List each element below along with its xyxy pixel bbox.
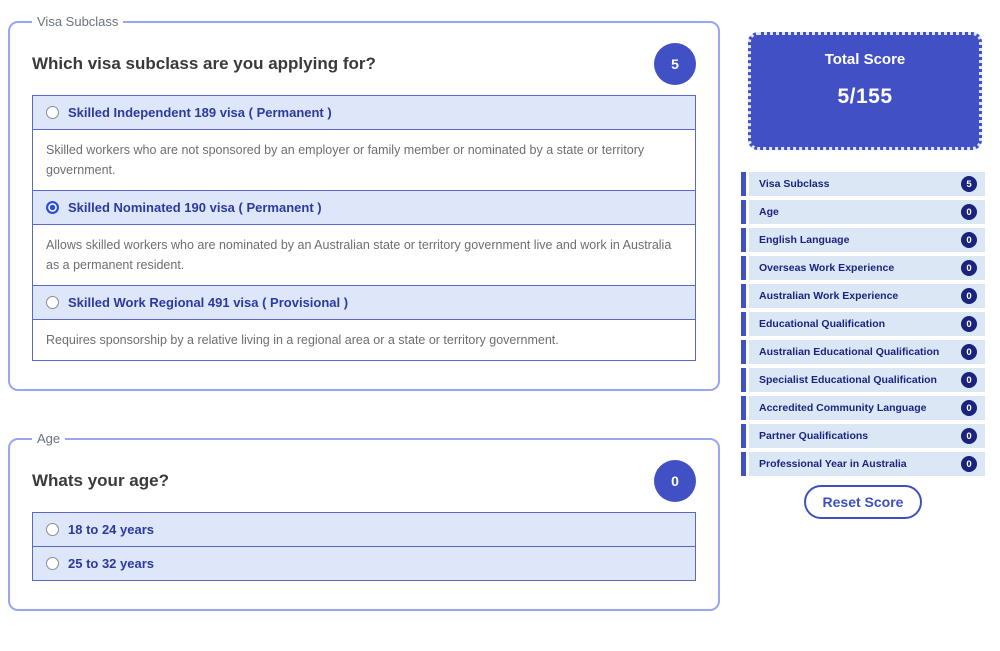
accent-bar: [741, 368, 746, 392]
category-row-body: [749, 200, 985, 224]
category-score-row: [741, 452, 985, 476]
radio-button-icon[interactable]: [46, 523, 59, 536]
category-label: Visa Subclass: [759, 178, 830, 190]
category-score-badge: 5: [961, 176, 977, 192]
question-heading: Which visa subclass are you applying for?: [32, 54, 376, 73]
category-score-row: [741, 424, 985, 448]
category-label: Australian Educational Qualification: [759, 346, 940, 358]
accent-bar: [741, 340, 746, 364]
category-row-body: [749, 172, 985, 196]
category-label: Educational Qualification: [759, 318, 886, 330]
category-label: Accredited Community Language: [759, 402, 927, 414]
option-label: Skilled Work Regional 491 visa ( Provisional ): [68, 295, 349, 310]
category-label: Age: [759, 206, 779, 218]
section-legend: Visa Subclass: [37, 14, 119, 29]
accent-bar: [741, 424, 746, 448]
radio-button-icon[interactable]: [46, 106, 59, 119]
option-row[interactable]: [33, 513, 695, 547]
category-score-row: [741, 256, 985, 280]
option-description-text: Skilled workers who are not sponsored by an employer or family member or nominated by a state or territory government.: [46, 143, 645, 177]
category-score-row: [741, 368, 985, 392]
category-row-body: [749, 340, 985, 364]
category-score-row: [741, 228, 985, 252]
category-score-row: [741, 396, 985, 420]
option-label: 25 to 32 years: [68, 556, 155, 571]
radio-button-icon[interactable]: [46, 201, 59, 214]
category-score-row: [741, 172, 985, 196]
category-score-badge: 0: [961, 288, 977, 304]
reset-score-button[interactable]: Reset Score: [804, 485, 923, 519]
category-score-row: [741, 312, 985, 336]
accent-bar: [741, 256, 746, 280]
category-label: Australian Work Experience: [759, 290, 899, 302]
category-row-body: [749, 312, 985, 336]
option-label: Skilled Nominated 190 visa ( Permanent ): [68, 200, 322, 215]
category-score-row: [741, 340, 985, 364]
accent-bar: [741, 312, 746, 336]
total-score-title: Total Score: [824, 51, 906, 68]
options-table: [32, 95, 696, 361]
question-row: [32, 460, 696, 502]
section-score-badge: 5: [654, 43, 696, 85]
category-score-badge: 0: [961, 204, 977, 220]
radio-button-icon[interactable]: [46, 296, 59, 309]
option-description-row: [33, 130, 695, 191]
accent-bar: [741, 284, 746, 308]
category-row-body: [749, 452, 985, 476]
option-description-row: [33, 225, 695, 286]
accent-bar: [741, 172, 746, 196]
category-row-body: [749, 396, 985, 420]
accent-bar: [741, 200, 746, 224]
category-score-badge: 0: [961, 344, 977, 360]
score-sidebar: [741, 32, 985, 519]
option-label: 18 to 24 years: [68, 522, 155, 537]
category-label: Partner Qualifications: [759, 430, 869, 442]
category-row-body: [749, 256, 985, 280]
option-label: Skilled Independent 189 visa ( Permanent ): [68, 105, 332, 120]
accent-bar: [741, 452, 746, 476]
category-score-badge: 0: [961, 232, 977, 248]
category-row-body: [749, 368, 985, 392]
category-label: Overseas Work Experience: [759, 262, 895, 274]
questions-column: [8, 14, 720, 651]
question-row: [32, 43, 696, 85]
accent-bar: [741, 396, 746, 420]
category-score-badge: 0: [961, 456, 977, 472]
section-score-badge: 0: [654, 460, 696, 502]
category-label: English Language: [759, 234, 850, 246]
radio-button-icon[interactable]: [46, 557, 59, 570]
total-score-value: 5/155: [837, 85, 893, 108]
accent-bar: [741, 228, 746, 252]
option-row[interactable]: [33, 286, 695, 320]
category-score-list: [741, 172, 985, 476]
option-description-text: Requires sponsorship by a relative living in a regional area or a state or territory government.: [46, 333, 559, 347]
category-label: Specialist Educational Qualification: [759, 374, 937, 386]
option-row[interactable]: [33, 191, 695, 225]
question-section: [8, 431, 720, 611]
category-score-badge: 0: [961, 428, 977, 444]
question-section: [8, 14, 720, 391]
category-score-badge: 0: [961, 372, 977, 388]
option-row[interactable]: [33, 96, 695, 130]
option-description-text: Allows skilled workers who are nominated by an Australian state or territory government live and work in Australia as a permanent resident.: [46, 238, 672, 272]
category-row-body: [749, 228, 985, 252]
category-score-badge: 0: [961, 316, 977, 332]
category-label: Professional Year in Australia: [759, 458, 907, 470]
question-heading: Whats your age?: [32, 471, 169, 490]
total-score-card: [748, 32, 982, 150]
category-score-badge: 0: [961, 400, 977, 416]
section-legend: Age: [37, 431, 61, 446]
option-description-row: [33, 320, 695, 360]
category-row-body: [749, 284, 985, 308]
category-score-row: [741, 284, 985, 308]
category-row-body: [749, 424, 985, 448]
category-score-row: [741, 200, 985, 224]
options-table: [32, 512, 696, 581]
category-score-badge: 0: [961, 260, 977, 276]
